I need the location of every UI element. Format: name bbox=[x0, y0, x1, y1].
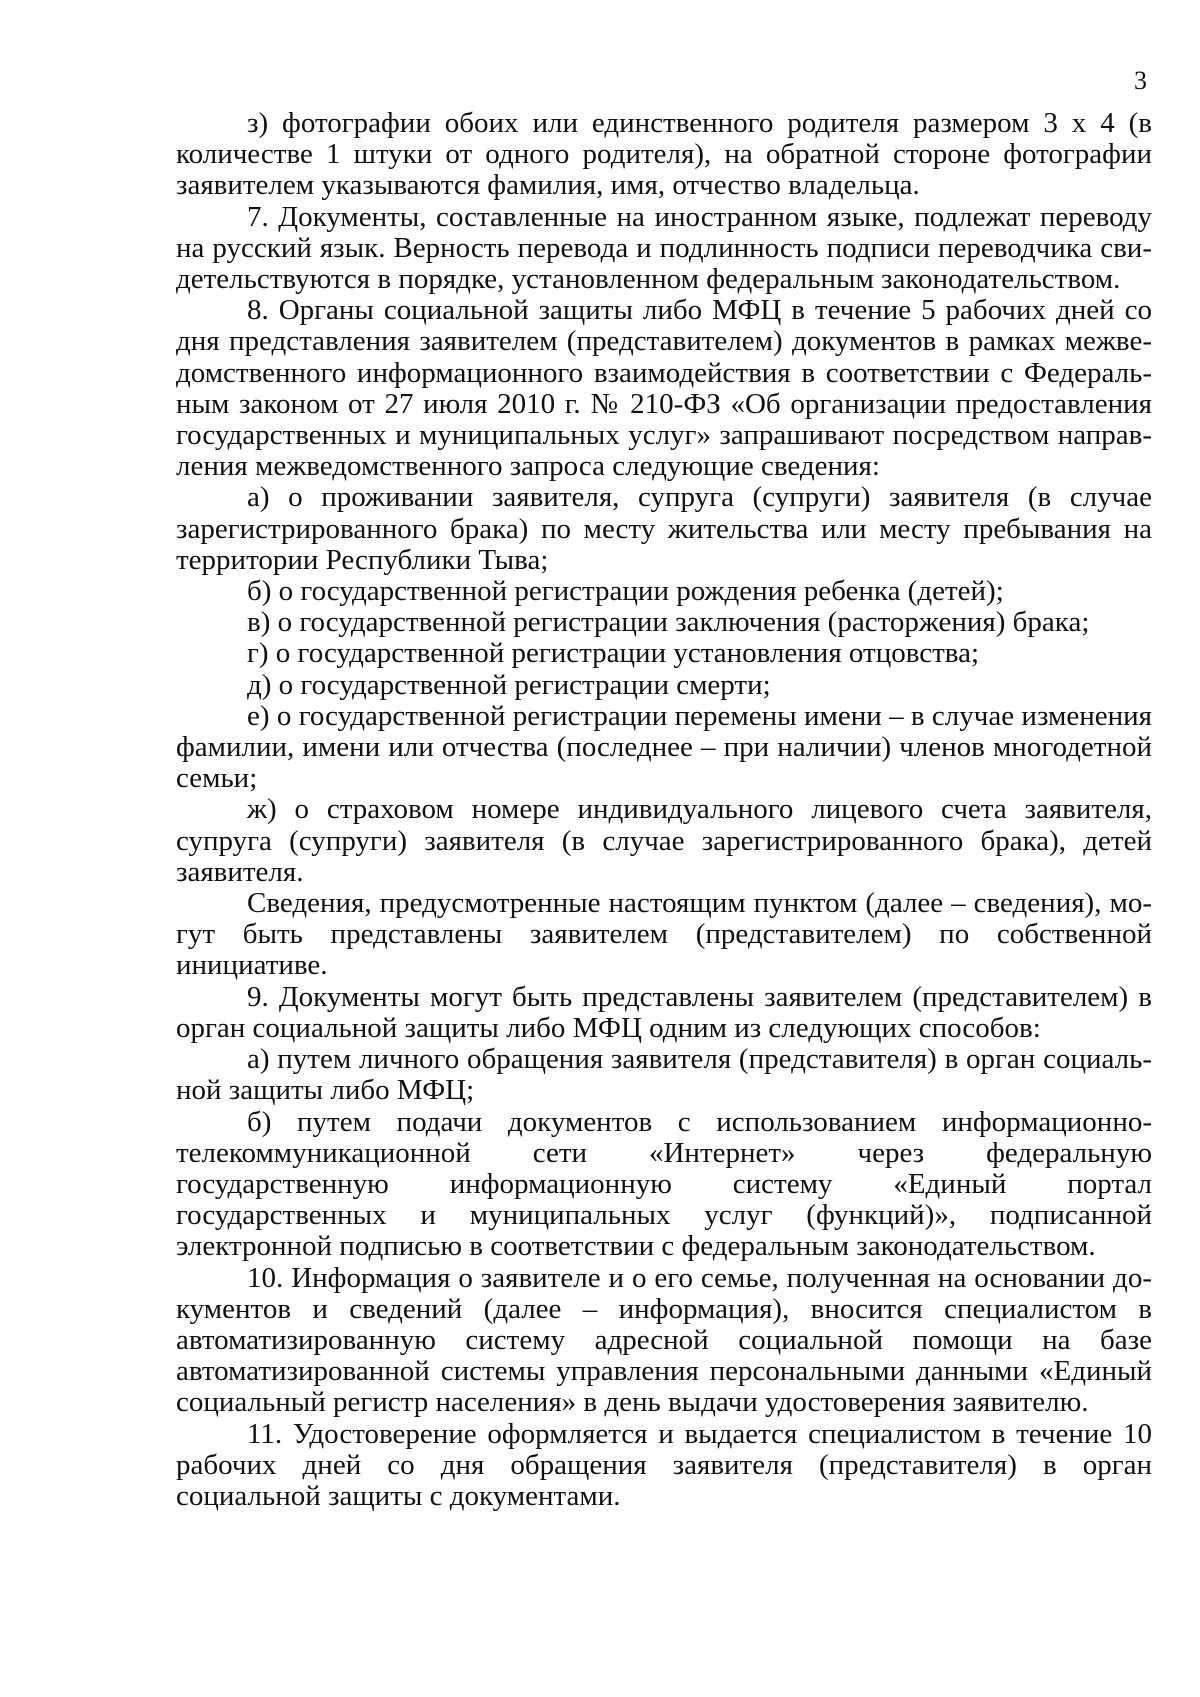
list-item-zh-insurance-number: ж) о страховом номере индивидуального лицевого счета заявителя, супруга (супруги) заявителя (в случае зарегистрированного брака), детей заявителя. bbox=[176, 793, 1152, 888]
paragraph-11-certificate-issuance: 11. Удостоверение оформляется и выдается специалистом в течение 10 рабочих дней со дня обращения заявителя (представителя) в орган социальной защиты с документами. bbox=[176, 1417, 1152, 1512]
paragraph-10-information-entry: 10. Информация о заявителе и о его семье, полученная на основании документов и сведений (далее – информация), вносится специалистом в автоматизированную систему адресной социальной помощи на базе автоматизированной системы управления персональными данными «Единый социальный регистр населения» в день выдачи удостоверения заявителю. bbox=[176, 1261, 1152, 1419]
list-item-a-personal-visit: а) путем личного обращения заявителя (представителя) в орган социальной защиты либо МФЦ; bbox=[176, 1043, 1152, 1107]
list-item-d-death: д) о государственной регистрации смерти; bbox=[247, 668, 771, 701]
list-item-g-paternity: г) о государственной регистрации установления отцовства; bbox=[247, 637, 980, 670]
page-number: 3 bbox=[1134, 66, 1147, 95]
list-item-b-online-portal: б) путем подачи документов с использованием информационно-телекоммуникационной сети «Интернет» через федеральную государственную информационную систему «Единый портал государственных и муниципальных услуг (функций)», подписанной электронной подписью в соответствии с федеральным законодательством. bbox=[176, 1105, 1152, 1263]
list-item-v-marriage: в) о государственной регистрации заключения (расторжения) брака; bbox=[247, 606, 1090, 639]
paragraph-7-foreign-documents: 7. Документы, составленные на иностранном языке, подлежат переводу на русский язык. Верность перевода и подлинность подписи переводчика свидетельствуются в порядке, установленном федеральным законодательством. bbox=[176, 200, 1152, 296]
document-body bbox=[176, 108, 1152, 1512]
paragraph-9-submission-methods: 9. Документы могут быть представлены заявителем (представителем) в орган социальной защиты либо МФЦ одним из следующих способов: bbox=[176, 980, 1152, 1044]
list-item-a-residence: а) о проживании заявителя, супруга (супруги) заявителя (в случае зарегистрированного брака) по месту жительства или месту пребывания на территории Республики Тыва; bbox=[176, 481, 1152, 576]
paragraph-z-photos: з) фотографии обоих или единственного родителя размером 3 х 4 (в количестве 1 штуки от одного родителя), на обратной стороне фотографии заявителем указываются фамилия, имя, отчество владельца. bbox=[176, 107, 1152, 202]
list-item-e-name-change: е) о государственной регистрации перемены имени – в случае изменения фамилии, имени или отчества (последнее – при наличии) членов многодетной семьи; bbox=[176, 699, 1152, 795]
paragraph-information-own-initiative: Сведения, предусмотренные настоящим пунктом (далее – сведения), могут быть представлены заявителем (представителем) по собственной инициативе. bbox=[176, 887, 1152, 982]
list-item-b-birth: б) о государственной регистрации рождения ребенка (детей); bbox=[247, 575, 1004, 608]
paragraph-8-interagency-requests: 8. Органы социальной защиты либо МФЦ в течение 5 рабочих дней со дня представления заявителем (представителем) документов в рамках межведомственного информационного взаимодействия в соответствии с Федеральным законом от 27 июля 2010 г. № 210-ФЗ «Об организации предоставления государственных и муниципальных услуг» запрашивают посредством направления межведомственного запроса следующие сведения: bbox=[176, 294, 1152, 483]
